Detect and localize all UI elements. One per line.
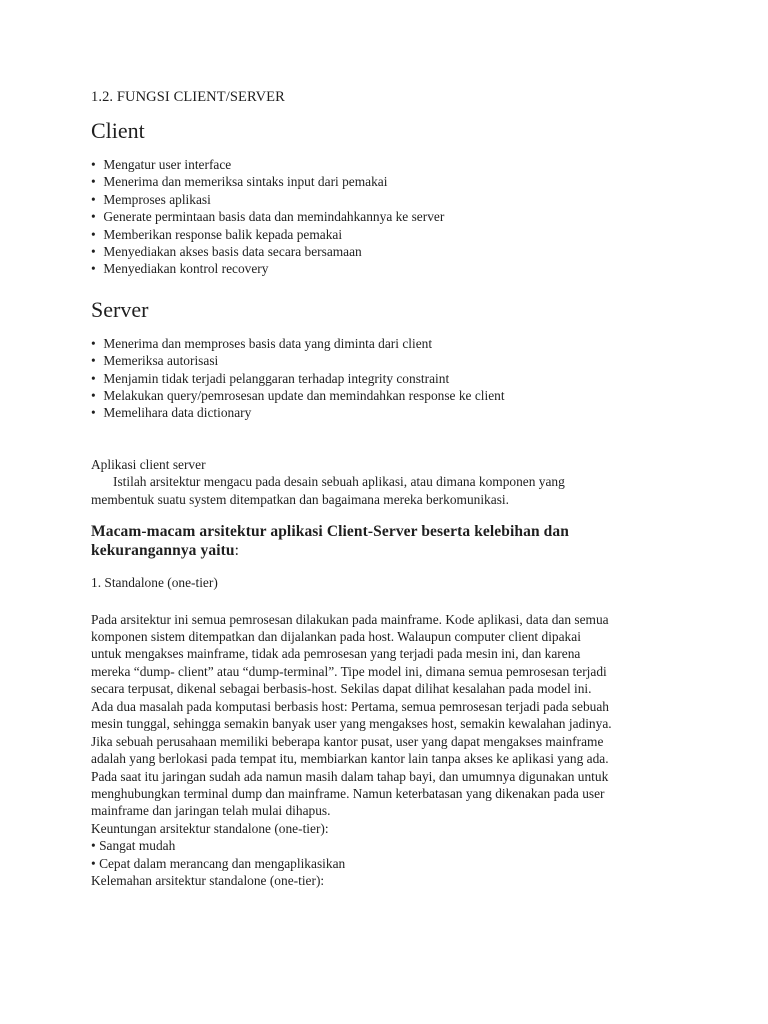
bullet-icon: •: [91, 388, 96, 404]
paragraph-line: menghubungkan terminal dump dan mainframe. Namun keterbatasan yang dikenakan pada user: [91, 786, 605, 802]
paragraph-line: komponen sistem ditempatkan dan dijalankan pada host. Walaupun computer client dipakai: [91, 628, 581, 644]
standalone-title: 1. Standalone (one-tier): [91, 575, 218, 591]
paragraph-line: Pada saat itu jaringan sudah ada namun masih dalam tahap bayi, dan umumnya digunakan untuk: [91, 768, 609, 784]
server-heading: Server: [91, 296, 149, 322]
list-item: • Generate permintaan basis data dan memindahkannya ke server: [91, 209, 445, 225]
bullet-icon: •: [91, 370, 96, 386]
bullet-icon: •: [91, 174, 96, 190]
bullet-icon: •: [91, 405, 96, 421]
bullet-icon: •: [91, 261, 96, 277]
section-title: 1.2. FUNGSI CLIENT/SERVER: [91, 89, 285, 105]
standalone-paragraph: [91, 611, 674, 890]
list-item: • Memelihara data dictionary: [91, 405, 252, 421]
list-item: • Menerima dan memeriksa sintaks input dari pemakai: [91, 174, 388, 190]
kelemahan-title: Kelemahan arsitektur standalone (one-tier):: [91, 873, 325, 889]
bullet-icon: •: [91, 244, 96, 260]
list-item: • Menjamin tidak terjadi pelanggaran terhadap integrity constraint: [91, 370, 450, 386]
paragraph-line: membentuk suatu system ditempatkan dan bagaimana mereka berkomunikasi.: [91, 491, 509, 507]
paragraph-line: Ada dua masalah pada komputasi berbasis host: Pertama, semua pemrosesan terjadi pada sebuah: [91, 698, 609, 714]
bullet-icon: •: [91, 191, 96, 207]
client-heading: Client: [91, 118, 145, 143]
keuntungan-title: Keuntungan arsitektur standalone (one-tier):: [91, 820, 329, 836]
bullet-icon: •: [91, 209, 96, 225]
aplikasi-title: Aplikasi client server: [91, 456, 206, 472]
paragraph-line: Jika sebuah perusahaan memiliki beberapa kantor pusat, user yang dapat mengakses mainframe: [91, 733, 604, 749]
paragraph-line: secara terpusat, dikenal sebagai berbasis-host. Sekilas dapat dilihat kesalahan pada model ini.: [91, 681, 592, 697]
paragraph-line: untuk mengakses mainframe, tidak ada pemrosesan yang terjadi pada mesin ini, dan karena: [91, 646, 581, 662]
list-item: • Melakukan query/pemrosesan update dan memindahkan response ke client: [91, 388, 505, 404]
list-item: • Sangat mudah: [91, 838, 176, 854]
paragraph-line: adalah yang berlokasi pada tempat itu, membiarkan kantor lain tanpa akses ke aplikasi yang ada.: [91, 751, 609, 767]
paragraph-line: mainframe dan jaringan telah mulai dihapus.: [91, 803, 331, 819]
list-item: • Memeriksa autorisasi: [91, 353, 219, 369]
bullet-icon: •: [91, 335, 96, 351]
list-item: • Memproses aplikasi: [91, 191, 211, 207]
bullet-icon: •: [91, 855, 96, 871]
bullet-icon: •: [91, 226, 96, 242]
paragraph-line: mereka “dump- client” atau “dump-terminal”. Tipe model ini, dimana semua pemrosesan terjadi: [91, 663, 607, 679]
aplikasi-paragraph: [91, 473, 681, 508]
client-function-list: [91, 156, 681, 278]
list-item: • Menyediakan akses basis data secara bersamaan: [91, 244, 362, 260]
server-function-list: [91, 335, 681, 422]
bullet-icon: •: [91, 157, 96, 172]
list-item: • Mengatur user interface: [91, 157, 232, 172]
list-item: • Menerima dan memproses basis data yang diminta dari client: [91, 335, 433, 351]
paragraph-line: Pada arsitektur ini semua pemrosesan dilakukan pada mainframe. Kode aplikasi, data dan semua: [91, 611, 609, 627]
paragraph-line: Istilah arsitektur mengacu pada desain sebuah aplikasi, atau dimana komponen yang: [113, 474, 565, 490]
list-item: • Menyediakan kontrol recovery: [91, 261, 269, 277]
list-item: • Memberikan response balik kepada pemakai: [91, 226, 343, 242]
bullet-icon: •: [91, 838, 96, 854]
bullet-icon: •: [91, 353, 96, 369]
list-item: • Cepat dalam merancang dan mengaplikasikan: [91, 855, 346, 871]
paragraph-line: mesin tunggal, sehingga semakin banyak user yang mengakses host, semakin kewalahan jadinya.: [91, 716, 612, 732]
document-page: [91, 88, 681, 890]
architecture-types-heading: Macam-macam arsitektur aplikasi Client-Server beserta kelebihan dan kekurangannya yaitu:: [91, 523, 569, 560]
